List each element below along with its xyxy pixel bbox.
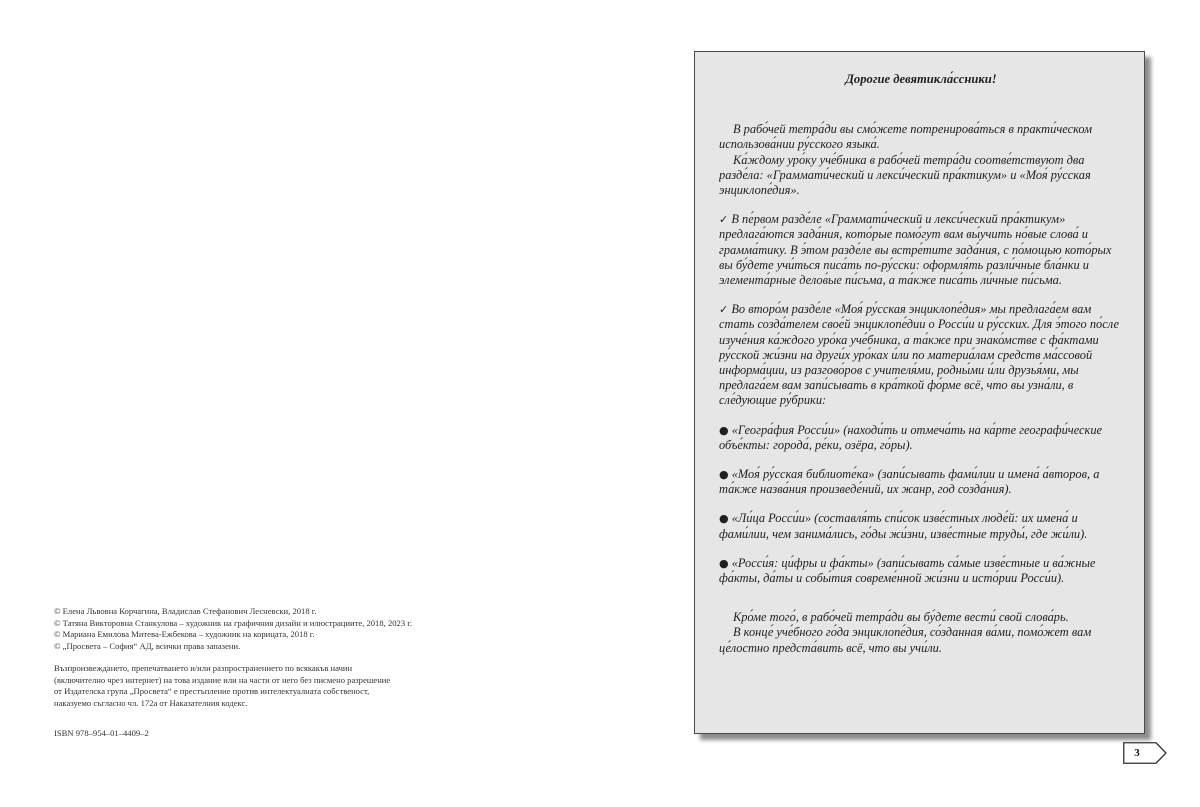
copyright-line: © Елена Львовна Корчагина, Владислав Стефанович Лесневски, 2018 г. — [54, 606, 317, 616]
rubric-text: «Геогра́фия Росси́и» (находи́ть и отмеча́ть на ка́рте географи́ческие объе́кты: города́, ре́ки, озёра, го́ры). — [719, 422, 1103, 452]
bullet-icon: ● — [719, 423, 729, 437]
section-one-text: В пе́рвом разде́ле «Граммати́ческий и лекси́ческий пра́ктикум» предлага́ются зада́ния, кото́рые помо́гут вам вы́учить но́вые слова́ и грамма́тику. В э́том разде́ле вы встре́тите зада́ния, с по́мощью кото́рых вы бу́дете учи́ться писа́ть по-ру́сски: оформля́ть разли́чные бла́нки и элемента́рные делов́ые пи́сьма, а та́кже писа́ть ли́чные пи́сьма. — [719, 212, 1112, 288]
copyright-block — [54, 606, 474, 709]
section-one-paragraph — [719, 212, 1123, 288]
intro-paragraph: Ка́ждому уро́ку уче́бника в рабо́чей тетра́ди соотве́тствуют два разде́ла: «Граммати́ческий и лекси́ческий пра́ктикум» и «Моя́ ру́сская энциклопе́дия». — [719, 152, 1091, 198]
closing-paragraph: Кро́ме того́, в рабо́чей тетра́ди вы бу́дете вести́ свой слова́рь. — [733, 610, 1069, 625]
copyright-line: © Мариана Емилова Митева-Ежбекова – художник на корицата, 2018 г. — [54, 629, 315, 639]
rubric-item — [719, 467, 1123, 497]
bullet-icon: ● — [719, 468, 729, 482]
intro-paragraph: В рабо́чей тетра́ди вы смо́жете потренирова́ться в практи́ческом использова́нии ру́сского языка́. — [719, 122, 1093, 152]
closing-paragraph: В конце́ уче́бного го́да энциклопе́дия, со́зданная ва́ми, помо́жет вам це́лостно предста́вить всё, что вы учи́ли. — [719, 625, 1092, 655]
rubric-text: «Моя́ ру́сская библиоте́ка» (запи́сывать фами́лии и имена́ а́второв, а та́кже назва́ния произведе́ний, их жанр, год созда́ния). — [719, 467, 1100, 497]
bullet-icon: ● — [719, 556, 729, 570]
intro-frame — [694, 51, 1145, 734]
intro-text — [719, 72, 1123, 656]
section-two-text: Во второ́м разде́ле «Моя́ ру́сская энциклопе́дия» мы предлага́ем вам стать созда́телем свое́й энциклопе́дии о Росси́и и ру́сских. Для э́того по́сле изуче́ния ка́ждого уро́ка уче́бника, а та́кже при знако́мстве с фа́ктами ру́сской жи́зни на други́х уро́ках и́ли по материа́лам средств ма́ссовой информа́ции, из разгово́ров с учителя́ми, родны́ми и́ли друзья́ми, мы предлага́ем вам запи́сывать в кра́ткой фо́рме всё, что вы узна́ли, в сле́дующие ру́брики: — [719, 302, 1119, 408]
rubric-item — [719, 511, 1123, 541]
rights-line: от Издателска група „Просвета“ е престъпление против интелектуалната собственост, — [54, 686, 370, 696]
rights-line: (включително чрез интернет) на това издание или на части от него без писмено разрешение — [54, 674, 391, 685]
copyright-line: © „Просвета – София“ АД, всички права запазени. — [54, 640, 241, 651]
bullet-icon: ● — [719, 512, 729, 526]
rubric-text: «Росси́я: ци́фры и фа́кты» (запи́сывать са́мые изве́стные и ва́жные фа́кты, да́ты и собы́тия совреме́нной жи́зни и исто́рии Росси́и). — [719, 555, 1096, 586]
page-number-tag — [1123, 742, 1167, 764]
rubric-item — [719, 556, 1123, 586]
rubric-text: «Ли́ца Росси́и» (составля́ть спи́сок изве́стных люде́й: их имена́ и фами́лии, чем занима́лись, го́ды жи́зни, изве́стные труды́, где жи́ли). — [719, 511, 1088, 541]
rights-line: наказуемо съгласно чл. 172а от Наказателния кодекс. — [54, 697, 248, 708]
check-icon: ✓ — [719, 303, 729, 317]
check-icon: ✓ — [719, 213, 729, 227]
copyright-line: © Татяна Викторовна Станкулова – художник на графичния дизайн и илюстрациите, 2018, 2023 г. — [54, 617, 412, 628]
page-title: Дорогие девятикла́ссники! — [845, 72, 997, 86]
rights-line: Възпроизвеждането, препечатването и/или разпространението по всякакъв начин — [54, 663, 353, 673]
isbn: ISBN 978–954–01–4409–2 — [54, 728, 149, 738]
rubric-item — [719, 423, 1123, 453]
section-two-paragraph — [719, 302, 1123, 408]
page-number: 3 — [1134, 747, 1140, 759]
